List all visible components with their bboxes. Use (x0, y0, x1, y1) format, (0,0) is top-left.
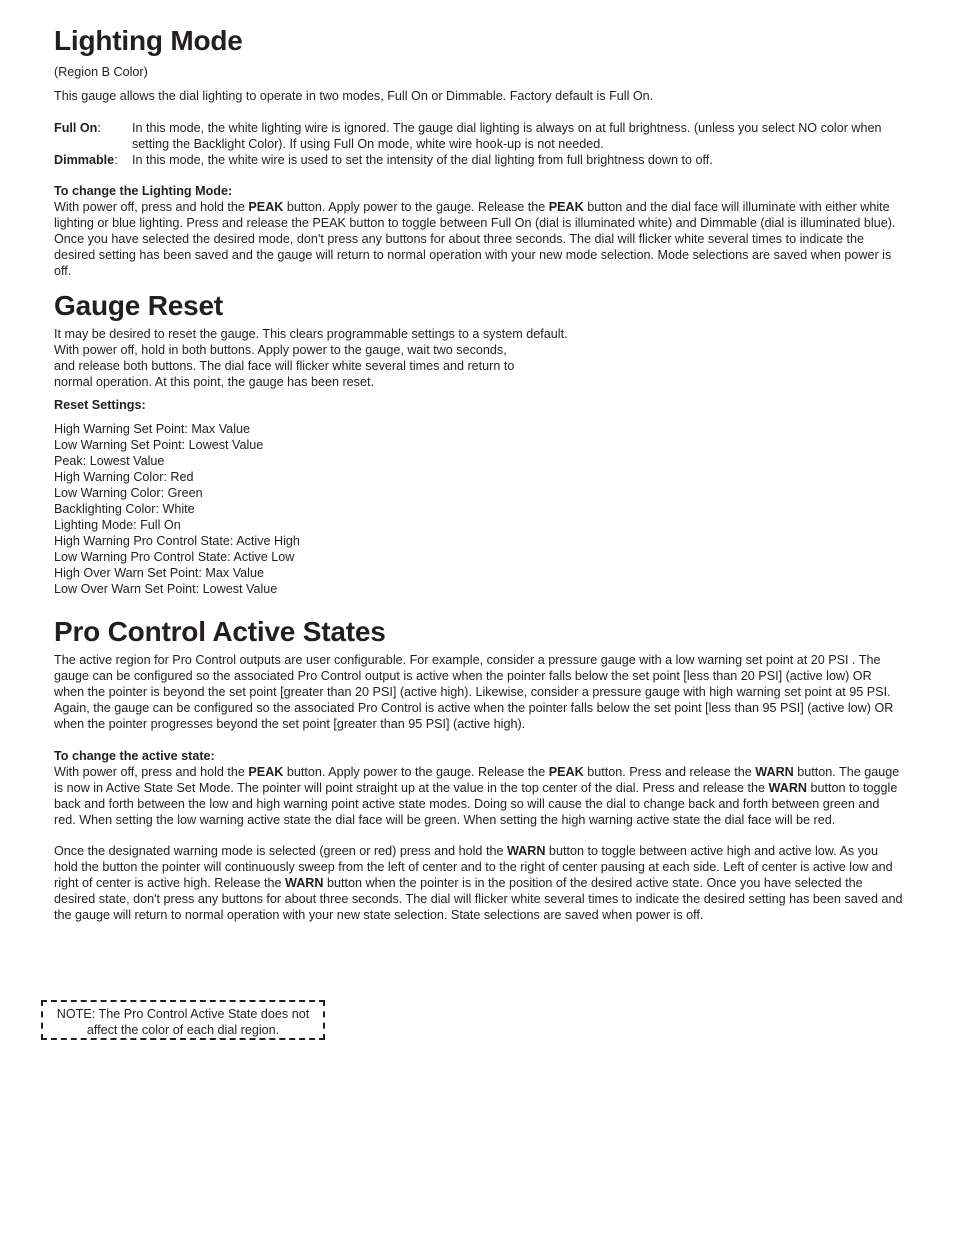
dimmable-definition: Dimmable: In this mode, the white wire is used to set the intensity of the dial lighting from full brightness down to off. (54, 152, 904, 168)
gauge-reset-intro: It may be desired to reset the gauge. This clears programmable settings to a system default. With power off, hold in both buttons. Apply power to the gauge, wait two seconds, and release both buttons. The dial face will flicker white several times and return to normal operation. At this point, the gauge has been reset. (54, 327, 568, 389)
list-item: Low Warning Pro Control State: Active Low (54, 550, 295, 564)
list-item: Peak: Lowest Value (54, 454, 165, 468)
dimmable-description: In this mode, the white wire is used to set the intensity of the dial lighting from full brightness down to off. (132, 153, 713, 167)
list-item: High Warning Set Point: Max Value (54, 422, 250, 436)
document-body (54, 0, 904, 923)
lighting-mode-subtitle: (Region B Color) (54, 65, 148, 79)
dimmable-term: Dimmable (54, 153, 115, 167)
list-item: Low Warning Color: Green (54, 486, 203, 500)
full-on-description: In this mode, the white lighting wire is ignored. The gauge dial lighting is always on at full brightness. (unless you select NO color when setting the Backlight Color). If using Full On mode, white wire hook-up is not needed. (132, 121, 882, 151)
reset-settings-heading: Reset Settings: (54, 398, 146, 412)
list-item: Low Warning Set Point: Lowest Value (54, 438, 264, 452)
pro-control-note-box (41, 1000, 325, 1040)
reset-settings-list (54, 421, 904, 597)
note-line-2: affect the color of each dial region. (86, 1023, 280, 1037)
gauge-reset-section (54, 289, 904, 597)
gauge-reset-heading: Gauge Reset (54, 290, 223, 321)
pro-control-heading: Pro Control Active States (54, 616, 386, 647)
full-on-definition: Full On: In this mode, the white lighting wire is ignored. The gauge dial lighting is always on at full brightness. (unless you select NO color when setting the Backlight Color). If using Full On mode, white wire hook-up is not needed. (54, 120, 904, 152)
active-state-change-heading: To change the active state: (54, 749, 215, 763)
lighting-change-instructions: With power off, press and hold the PEAK button. Apply power to the gauge. Release the PEAK button and the dial face will illuminate with either white lighting or blue lighting. Press and release the PEAK button to toggle between Full On (dial is illuminated white) and Dimmable (dial is illuminated blue). Once you have selected the desired mode, don't press any buttons for about three seconds. The dial will flicker white several times to indicate the desired setting has been saved and the gauge will return to normal operation with your new mode selection. Mode selections are saved when power is off. (54, 200, 896, 278)
pro-control-section (54, 615, 904, 923)
active-state-toggle-instructions: Once the designated warning mode is selected (green or red) press and hold the WARN button to toggle between active high and active low. As you hold the button the pointer will continuously sweep from the left of center and to the right of center pausing at each side. Left of center is active low and right of center is active high. Release the WARN button when the pointer is in the position of the desired active state. Once you have selected the desired state, don't press any buttons for about three seconds. The dial will flicker white several times to indicate the desired setting has been saved and the gauge will return to normal operation with your new state selection. State selections are saved when power is off. (54, 844, 903, 922)
list-item: High Warning Pro Control State: Active High (54, 534, 300, 548)
list-item: Low Over Warn Set Point: Lowest Value (54, 582, 278, 596)
lighting-mode-heading: Lighting Mode (54, 25, 243, 56)
active-state-instructions: With power off, press and hold the PEAK button. Apply power to the gauge. Release the PEAK button. Press and release the WARN button. The gauge is now in Active State Set Mode. The pointer will point straight up at the value in the top center of the dial. Press and release the WARN button to toggle back and forth between the low and high warning point active state modes. Doing so will cause the dial to change back and forth between green and red. When setting the low warning active state the dial face will be green. When setting the high warning active state the dial face will be red. (54, 765, 900, 827)
lighting-mode-section (54, 24, 904, 279)
list-item: Lighting Mode: Full On (54, 518, 181, 532)
note-line-1: NOTE: The Pro Control Active State does not (56, 1007, 310, 1021)
list-item: High Over Warn Set Point: Max Value (54, 566, 264, 580)
list-item: High Warning Color: Red (54, 470, 194, 484)
full-on-term: Full On (54, 121, 98, 135)
lighting-mode-intro: This gauge allows the dial lighting to operate in two modes, Full On or Dimmable. Factory default is Full On. (54, 89, 654, 103)
list-item: Backlighting Color: White (54, 502, 195, 516)
pro-control-intro: The active region for Pro Control outputs are user configurable. For example, consider a pressure gauge with a low warning set point at 20 PSI . The gauge can be configured so the associated Pro Control output is active when the pointer falls below the set point [less than 20 PSI] (active low) OR when the pointer is beyond the set point [greater than 20 PSI] (active high). Likewise, consider a pressure gauge with high warning set point at 95 PSI. Again, the gauge can be configured so the associated Pro Control is active when the pointer falls below the set point [less than 95 PSI] (active low) OR when the pointer progresses beyond the set point [greater than 95 PSI] (active high). (54, 653, 894, 731)
lighting-change-heading: To change the Lighting Mode: (54, 184, 233, 198)
